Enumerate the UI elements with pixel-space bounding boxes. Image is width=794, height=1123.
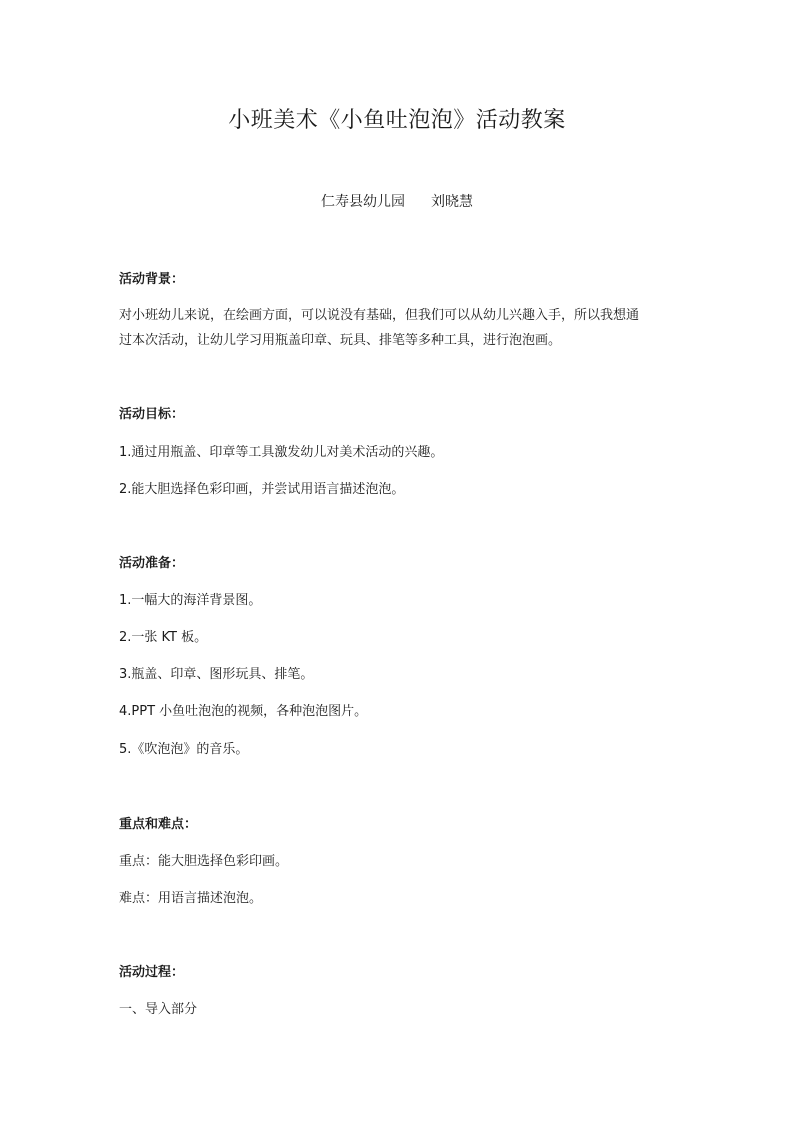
paragraph-line: 过本次活动，让幼儿学习用瓶盖印章、玩具、排笔等多种工具，进行泡泡画。 [119, 333, 562, 348]
paragraph-line: 对小班幼儿来说，在绘画方面，可以说没有基础，但我们可以从幼儿兴趣入手，所以我想通 [119, 308, 640, 323]
list-item: 2.能大胆选择色彩印画，并尝试用语言描述泡泡。 [119, 482, 405, 497]
list-item: 2.一张 KT 板。 [119, 630, 208, 645]
list-item: 3.瓶盖、印章、图形玩具、排笔。 [119, 667, 314, 682]
list-item: 重点：能大胆选择色彩印画。 [119, 854, 289, 869]
list-item: 难点：用语言描述泡泡。 [119, 891, 263, 906]
list-item: 1.一幅大的海洋背景图。 [119, 593, 262, 608]
byline [0, 191, 794, 211]
author-name: 刘晓慧 [431, 194, 473, 210]
section-heading-process: 活动过程： [119, 965, 185, 980]
section-heading-preparation: 活动准备： [119, 556, 185, 571]
section-heading-background: 活动背景： [119, 272, 185, 287]
list-item: 4.PPT 小鱼吐泡泡的视频，各种泡泡图片。 [119, 704, 368, 719]
section-heading-goals: 活动目标： [119, 407, 185, 422]
document-title: 小班美术《小鱼吐泡泡》活动教案 [228, 108, 566, 133]
list-item: 一、导入部分 [119, 1002, 198, 1017]
list-item: 5.《吹泡泡》的音乐。 [119, 742, 249, 757]
list-item: 1.通过用瓶盖、印章等工具激发幼儿对美术活动的兴趣。 [119, 445, 444, 460]
section-heading-key-points: 重点和难点： [119, 817, 198, 832]
school-name: 仁寿县幼儿园 [321, 194, 405, 210]
